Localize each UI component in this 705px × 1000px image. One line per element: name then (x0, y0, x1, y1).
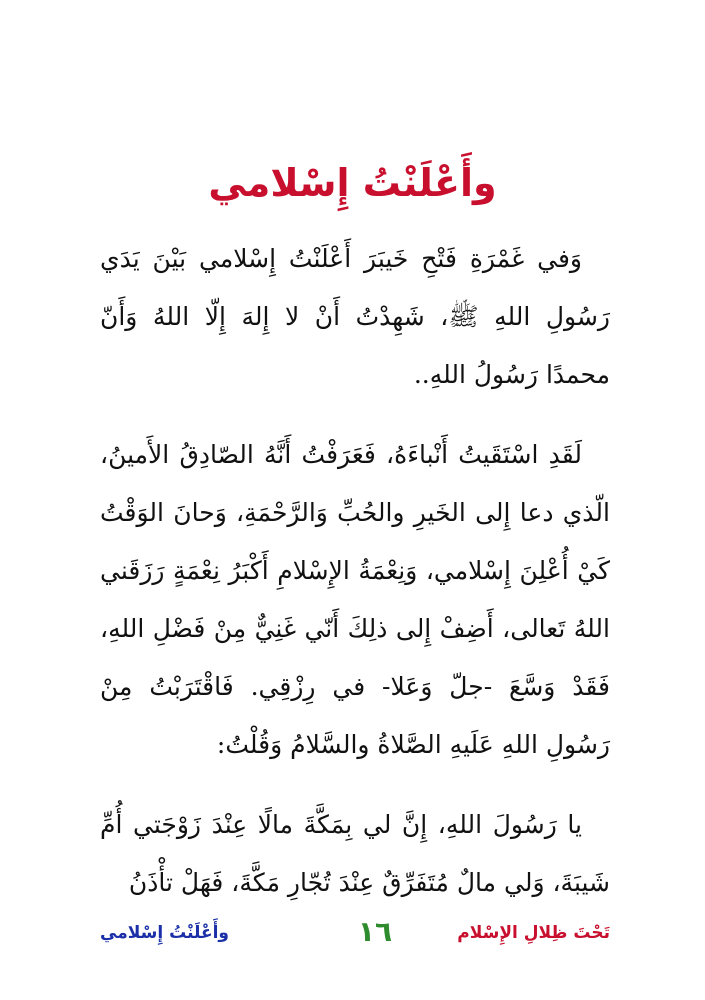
page-number: ١٦ (357, 915, 393, 948)
paragraph-3: يا رَسُولَ اللهِ، إِنَّ لي بِمَكَّةَ مالًا عِنْدَ زَوْجَتي أُمِّ شَيبَةَ، وَلي مالٌ مُتَفَرِّقٌ عِنْدَ تُجّارِ مَكَّةَ، فَهَلْ تأْذَنُ (100, 810, 610, 897)
footer-chapter-title: وأَعْلَنْتُ إِسْلامي (100, 923, 229, 943)
paragraph-1: وَفي غَمْرَةِ فَتْحِ خَيبَرَ أَعْلَنْتُ إِسْلامي بَيْنَ يَدَي رَسُولِ اللهِ ﷺ، شَهِدْتُ أَنْ لا إِلهَ إِلّا اللهُ وَأَنّ محمدًا رَسُولُ اللهِ.. (100, 244, 610, 389)
page-title: وأَعْلَنْتُ إِسْلامي (208, 161, 497, 206)
footer-book-title: تَحْتَ ظِلالِ الإِسْلام (457, 923, 610, 943)
page-footer (100, 915, 610, 955)
body-text (100, 230, 610, 934)
paragraph-2: لَقَدِ اسْتَقَيتُ أَنْباءَهُ، فَعَرَفْتُ أَنَّهُ الصّادِقُ الأَمينُ، الّذي دعا إِلى الخَيرِ والحُبِّ وَالرَّحْمَةِ، وَحانَ الوَقْتُ كَيْ أُعْلِنَ إِسْلامي، وَنِعْمَةُ الإِسْلامِ أَكْبَرُ نِعْمَةٍ رَزَقَني اللهُ تَعالى، أَضِفْ إِلى ذلِكَ أَنّي غَنِيٌّ مِنْ فَضْلِ اللهِ، فَقَدْ وَسَّعَ -جلّ وَعَلا- في رِزْقِي. فَاقْتَرَبْتُ مِنْ رَسُولِ اللهِ عَلَيهِ الصَّلاةُ والسَّلامُ وَقُلْتُ: (100, 440, 610, 759)
